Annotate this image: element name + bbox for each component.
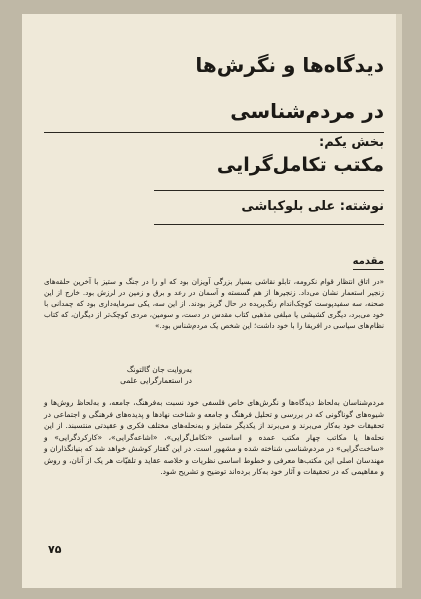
divider-line (154, 190, 384, 191)
school-heading: مکتب تکامل‌گرایی (216, 154, 384, 176)
epigraph-attribution (52, 364, 192, 386)
attribution-line-2: در استعمارگرایی علمی (120, 376, 192, 385)
divider-line (154, 224, 384, 225)
body-paragraph: مردم‌شناسان به‌لحاظ دیدگاه‌ها و نگرش‌های خاص فلسفی خود نسبت به‌فرهنگ، جامعه، و به‌لحاظ روش‌ها و شیوه‌های گوناگونی که در بررسی و تحلیل فرهنگ و جامعه و شناخت نهادها و پدیده‌های فرهنگی و اجتماعی در تحقیقات خود به‌کار می‌برند و می‌برند از یکدیگر متمایز و به‌نحله‌های مختلف فکری و عقیدتی منتسبند. از این نحله‌ها یا مکاتب چهار مکتب عمده و اساسی «تکامل‌گرایی»، «اشاعه‌گرایی»، «کارکردگرایی» و «ساخت‌گرایی» در مردم‌شناسی شناخته شده و مشهور است. در این گفتار کوشش خواهد شد که بنیانگذاران و مهندسان اصلی این مکتب‌ها معرفی و خطوط اساسی نظریات و خلاصه عقاید و تلقیّات هر یک از آنان، و روش و مفاهیمی که در تحقیقات و آثار خود به‌کار برده‌اند توضیح و تشریح شود. (44, 398, 384, 476)
divider-line (44, 132, 384, 133)
author-line: نوشته: علی بلوکباشی (241, 199, 384, 214)
page-number: ۷۵ (48, 543, 62, 556)
part-label: بخش یکم: (319, 135, 384, 150)
section-heading: مقدمه (353, 256, 384, 270)
epigraph-quote: «در اتاق انتظار قوام نکرومه، تابلو نقاشی بسیار بزرگی آویزان بود که او را در جنگ و ستیز با آخرین حلقه‌های زنجیر استعمار نشان می‌داد. زنجیرها از هم گسسته و آسمان در رعد و برق و زمین در لرزش بود. خارج از این صحنه، سه سفیدپوست کوچک‌اندام رنگ‌پریده در حال گریز بودند. از این سه، یکی سرمایه‌داری بود که چمدانی با خود می‌برد، دیگری کشیشی یا مبلغی مذهبی کتاب مقدس در دست، و سومین، مردی کوچک‌تر از دیگران، که کتاب نظام‌های سیاسی در افریقا را با خود داشت؛ این شخص یک مردم‌شناس بود.» (44, 277, 384, 330)
title-line-2: در مردم‌شناسی (230, 99, 384, 123)
article-title (64, 42, 384, 134)
document-page (22, 14, 402, 588)
title-line-1: دیدگاه‌ها و نگرش‌ها (195, 53, 384, 77)
attribution-line-1: به‌روایت جان گالتونگ (126, 365, 192, 374)
